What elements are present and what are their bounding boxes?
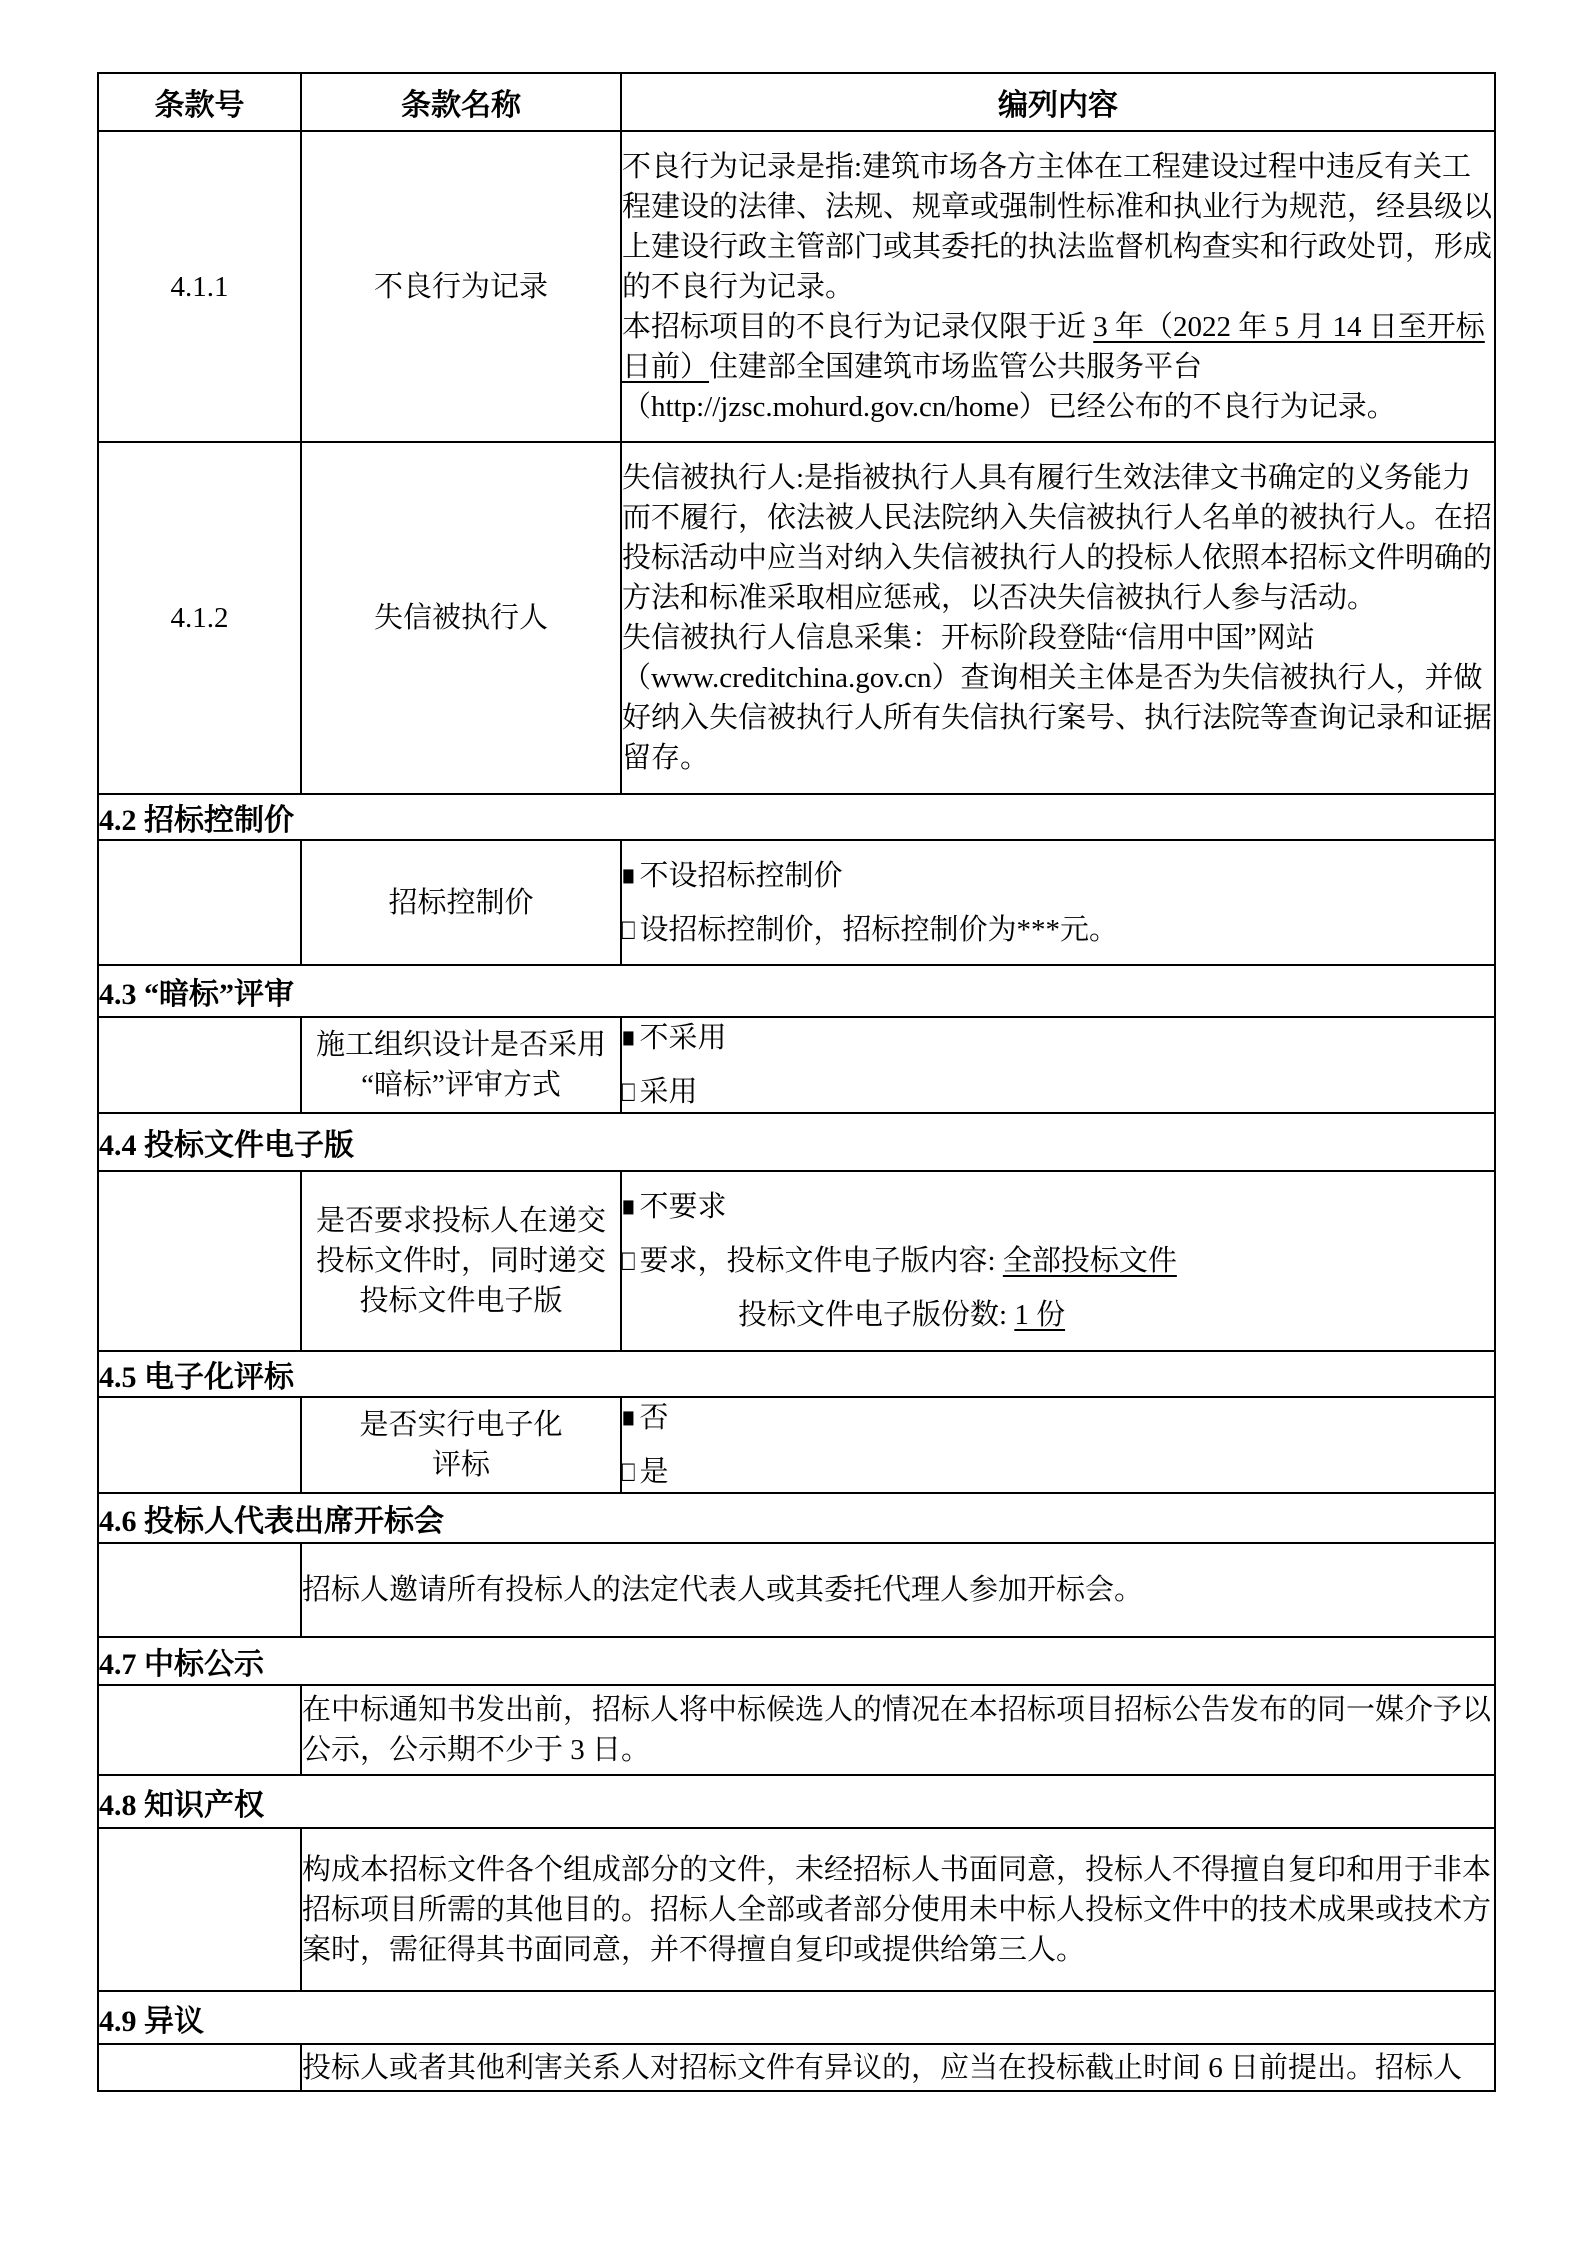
clause-content [621, 840, 1495, 965]
checkbox-checked-icon: ■ [622, 1191, 635, 1223]
clause-content: 在中标通知书发出前，招标人将中标候选人的情况在本招标项目招标公告发布的同一媒介予以公示，公示期不少于 3 日。 [301, 1685, 1495, 1775]
table-row [98, 131, 1495, 442]
option-label: 投标文件电子版份数: [738, 1299, 1015, 1331]
bid-clause-table [97, 72, 1496, 2092]
section-title: 4.3 “暗标”评审 [98, 965, 1495, 1017]
option-row [622, 1398, 1494, 1438]
clause-paragraph: 失信被执行人:是指被执行人具有履行生效法律文书确定的义务能力而不履行，依法被人民法院纳入失信被执行人名单的被执行人。在招投标活动中应当对纳入失信被执行人的投标人依照本招标文件明确的方法和标准采取相应惩戒，以否决失信被执行人参与活动。 [622, 462, 1493, 614]
clause-content [621, 1017, 1495, 1113]
clause-paragraph: 本招标项目的不良行为记录仅限于近 3 年（2022 年 5 月 14 日至开标日前）住建部全国建筑市场监管公共服务平台（http://jzsc.mohurd.gov.cn/home）已经公布的不良行为记录。 [622, 310, 1485, 423]
section-header-row [98, 965, 1495, 1017]
checkbox-checked-icon: ■ [622, 1402, 635, 1434]
clause-content: 招标人邀请所有投标人的法定代表人或其委托代理人参加开标会。 [301, 1543, 1495, 1637]
clause-number: 4.1.1 [98, 131, 301, 442]
empty-cell [98, 2044, 301, 2091]
clause-name: 招标控制价 [301, 840, 621, 965]
empty-cell [98, 840, 301, 965]
section-title: 4.5 电子化评标 [98, 1351, 1495, 1397]
option-label: 设招标控制价，招标控制价为***元。 [639, 913, 1119, 946]
clause-number: 4.1.2 [98, 442, 301, 794]
option-label: 不要求 [639, 1191, 727, 1223]
table-row [98, 442, 1495, 794]
clause-content [621, 1171, 1495, 1351]
table-row [98, 2044, 1495, 2091]
table-row [98, 1017, 1495, 1113]
checkbox-unchecked-icon: □ [622, 1076, 635, 1108]
clause-content: 投标人或者其他利害关系人对招标文件有异议的，应当在投标截止时间 6 日前提出。招标人 [301, 2044, 1495, 2091]
table-header-row [98, 73, 1495, 131]
section-header-row [98, 1351, 1495, 1397]
option-label: 不设招标控制价 [639, 859, 843, 892]
section-title: 4.9 异议 [98, 1991, 1495, 2044]
empty-cell [98, 1685, 301, 1775]
table-row [98, 1397, 1495, 1493]
underlined-value: 3 年（2022 年 5 月 14 日至开标日前） [622, 310, 1485, 383]
option-row [622, 1452, 1494, 1492]
clause-name: 失信被执行人 [301, 442, 621, 794]
option-row [622, 910, 1494, 950]
column-header-clause-no: 条款号 [98, 73, 301, 131]
option-label: 采用 [639, 1076, 698, 1108]
option-label: 否 [639, 1402, 669, 1434]
section-header-row [98, 1991, 1495, 2044]
underlined-value: 1 份 [1014, 1299, 1066, 1331]
clause-content [621, 131, 1495, 442]
section-header-row [98, 1637, 1495, 1685]
option-label: 要求，投标文件电子版内容: [639, 1245, 1003, 1277]
table-row [98, 1543, 1495, 1637]
option-label: 是 [639, 1456, 669, 1488]
section-title: 4.4 投标文件电子版 [98, 1113, 1495, 1171]
empty-cell [98, 1397, 301, 1493]
clause-paragraph: 不良行为记录是指:建筑市场各方主体在工程建设过程中违反有关工程建设的法律、法规、规章或强制性标准和执业行为规范，经县级以上建设行政主管部门或其委托的执法监督机构查实和行政处罚，形成的不良行为记录。 [622, 150, 1493, 303]
clause-content: 构成本招标文件各个组成部分的文件，未经招标人书面同意，投标人不得擅自复印和用于非本招标项目所需的其他目的。招标人全部或者部分使用未中标人投标文件中的技术成果或技术方案时，需征得其书面同意，并不得擅自复印或提供给第三人。 [301, 1828, 1495, 1991]
clause-name: 不良行为记录 [301, 131, 621, 442]
empty-cell [98, 1543, 301, 1637]
clause-name: 施工组织设计是否采用 “暗标”评审方式 [301, 1017, 621, 1113]
option-row [622, 1241, 1494, 1281]
clause-name: 是否实行电子化 评标 [301, 1397, 621, 1493]
column-header-content: 编列内容 [621, 73, 1495, 131]
section-header-row [98, 1493, 1495, 1543]
table-row [98, 1685, 1495, 1775]
underlined-value: 全部投标文件 [1002, 1245, 1177, 1277]
empty-cell [98, 1171, 301, 1351]
table-row [98, 1171, 1495, 1351]
section-title: 4.2 招标控制价 [98, 794, 1495, 840]
checkbox-unchecked-icon: □ [622, 1456, 635, 1488]
section-title: 4.8 知识产权 [98, 1775, 1495, 1828]
clause-paragraph: 失信被执行人信息采集：开标阶段登陆“信用中国”网站（www.creditchina.gov.cn）查询相关主体是否为失信被执行人，并做好纳入失信被执行人所有失信执行案号、执行法院等查询记录和证据留存。 [622, 622, 1493, 774]
option-row [622, 856, 1494, 896]
section-header-row [98, 794, 1495, 840]
section-header-row [98, 1113, 1495, 1171]
column-header-clause-name: 条款名称 [301, 73, 621, 131]
table-row [98, 1828, 1495, 1991]
clause-name: 是否要求投标人在递交投标文件时，同时递交投标文件电子版 [301, 1171, 621, 1351]
checkbox-checked-icon: ■ [622, 1022, 635, 1054]
section-title: 4.7 中标公示 [98, 1637, 1495, 1685]
clause-content [621, 442, 1495, 794]
checkbox-unchecked-icon: □ [622, 1245, 635, 1277]
clause-content [621, 1397, 1495, 1493]
option-row [622, 1072, 1494, 1112]
empty-cell [98, 1017, 301, 1113]
option-row [622, 1187, 1494, 1227]
section-title: 4.6 投标人代表出席开标会 [98, 1493, 1495, 1543]
empty-cell [98, 1828, 301, 1991]
option-label: 不采用 [639, 1022, 727, 1054]
option-row [622, 1295, 1494, 1335]
table-row [98, 840, 1495, 965]
checkbox-unchecked-icon: □ [622, 913, 635, 946]
section-header-row [98, 1775, 1495, 1828]
option-row [622, 1018, 1494, 1058]
checkbox-checked-icon: ■ [622, 859, 635, 892]
